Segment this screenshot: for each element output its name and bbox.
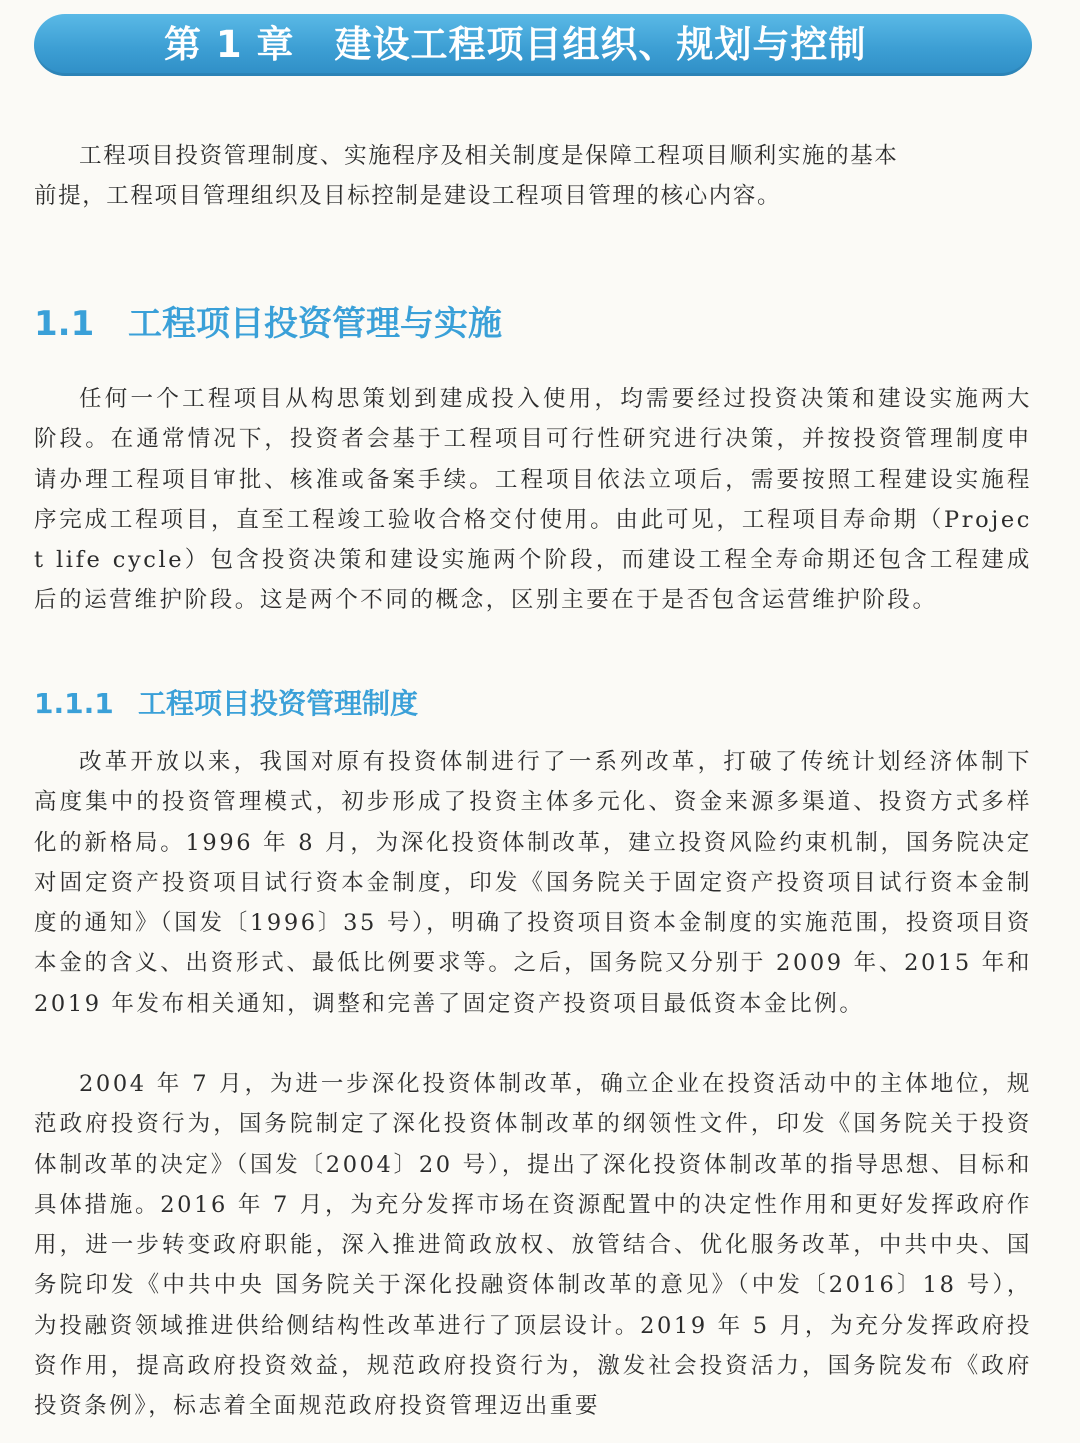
chapter-number: 第 1 章 <box>164 23 295 66</box>
section-title: 工程项目投资管理与实施 <box>128 304 502 344</box>
subsection-number: 1.1.1 <box>34 687 114 720</box>
intro-paragraph: 工程项目投资管理制度、实施程序及相关制度是保障工程项目顺利实施的基本前提，工程项目管理组织及目标控制是建设工程项目管理的核心内容。 <box>34 143 899 210</box>
chapter-banner <box>34 14 1032 76</box>
section-heading-1-1 <box>34 298 502 350</box>
chapter-name: 建设工程项目组织、规划与控制 <box>334 23 867 66</box>
section-number: 1.1 <box>34 304 95 344</box>
chapter-title <box>164 18 867 72</box>
subsection-paragraph-2: 2004 年 7 月，为进一步深化投资体制改革，确立企业在投资活动中的主体地位，规范政府投资行为，国务院制定了深化投资体制改革的纲领性文件，印发《国务院关于投资体制改革的决定》（国发〔2004〕20 号），提出了深化投资体制改革的指导思想、目标和具体措施。2016 年 7 月，为充分发挥市场在资源配置中的决定性作用和更好发挥政府作用，进一步转变政府职能，深入推进简政放权、放管结合、优化服务改革，中共中央、国务院印发《中共中央 国务院关于深化投融资体制改革的意见》（中发〔2016〕18 号），为投融资领域推进供给侧结构性改革进行了顶层设计。2019 年 5 月，为充分发挥政府投资作用，提高政府投资效益，规范政府投资行为，激发社会投资活力，国务院发布《政府投资条例》，标志着全面规范政府投资管理迈出重要 <box>34 1071 1032 1420</box>
subsection-paragraph-1: 改革开放以来，我国对原有投资体制进行了一系列改革，打破了传统计划经济体制下高度集中的投资管理模式，初步形成了投资主体多元化、资金来源多渠道、投资方式多样化的新格局。1996 年 8 月，为深化投资体制改革，建立投资风险约束机制，国务院决定对固定资产投资项目试行资本金制度，印发《国务院关于固定资产投资项目试行资本金制度的通知》（国发〔1996〕35 号），明确了投资项目资本金制度的实施范围，投资项目资本金的含义、出资形式、最低比例要求等。之后，国务院又分别于 2009 年、2015 年和 2019 年发布相关通知，调整和完善了固定资产投资项目最低资本金比例。 <box>34 749 1032 1017</box>
section-1-1-paragraph: 任何一个工程项目从构思策划到建成投入使用，均需要经过投资决策和建设实施两大阶段。在通常情况下，投资者会基于工程项目可行性研究进行决策，并按投资管理制度申请办理工程项目审批、核准或备案手续。工程项目依法立项后，需要按照工程建设实施程序完成工程项目，直至工程竣工验收合格交付使用。由此可见，工程项目寿命期（Project life cycle）包含投资决策和建设实施两个阶段，而建设工程全寿命期还包含工程建成后的运营维护阶段。这是两个不同的概念，区别主要在于是否包含运营维护阶段。 <box>34 386 1032 614</box>
subsection-title: 工程项目投资管理制度 <box>138 687 419 720</box>
section-heading-1-1-1 <box>34 682 418 726</box>
